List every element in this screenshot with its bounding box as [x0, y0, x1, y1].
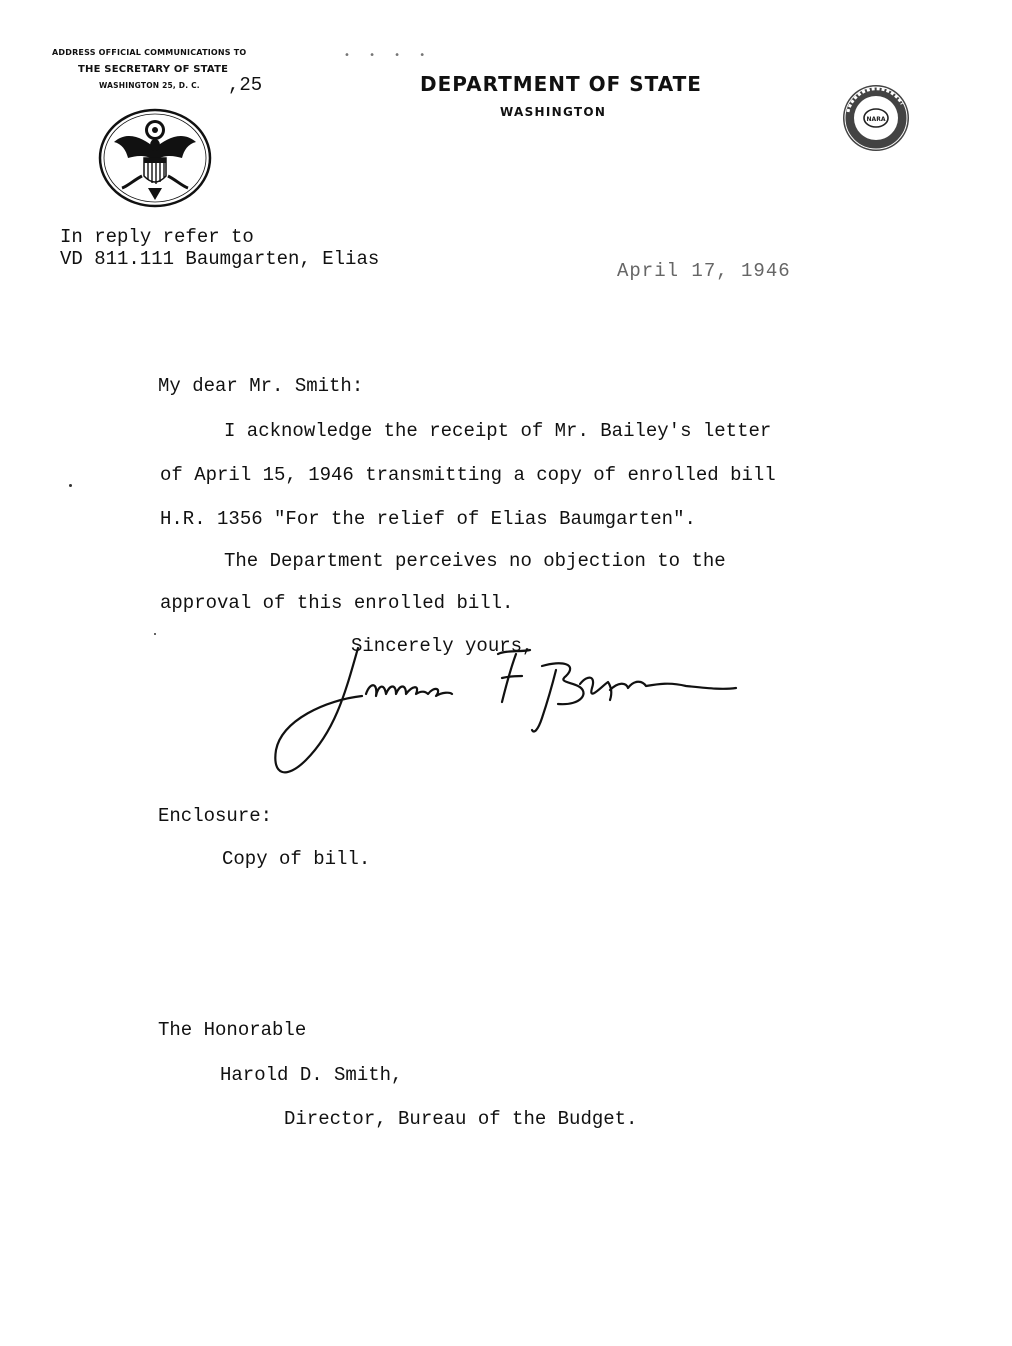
address-line-1: ADDRESS OFFICIAL COMMUNICATIONS TO: [52, 48, 247, 57]
addressee-line-3: Director, Bureau of the Budget.: [284, 1108, 638, 1130]
salutation: My dear Mr. Smith:: [158, 375, 364, 397]
address-line-3: WASHINGTON 25, D. C.: [99, 81, 200, 90]
paragraph-2-line-1: The Department perceives no objection to the: [224, 550, 726, 572]
faint-dots: • • • •: [344, 50, 434, 61]
paper-speck: [69, 484, 72, 487]
department-title: DEPARTMENT OF STATE: [420, 72, 702, 96]
addressee-line-2: Harold D. Smith,: [220, 1064, 403, 1086]
closing: Sincerely yours,: [351, 635, 534, 657]
addressee-line-1: The Honorable: [158, 1019, 307, 1041]
paragraph-2-line-2: approval of this enrolled bill.: [160, 592, 514, 614]
enclosure-label: Enclosure:: [158, 805, 273, 827]
paragraph-1-line-1: I acknowledge the receipt of Mr. Bailey's letter: [224, 420, 772, 442]
paragraph-1-line-3: H.R. 1356 "For the relief of Elias Baumgarten".: [160, 508, 696, 530]
great-seal-icon: [98, 108, 212, 208]
signature-image: [266, 630, 756, 790]
paragraph-1-line-2: of April 15, 1946 transmitting a copy of enrolled bill: [160, 464, 776, 486]
library-stamp-icon: [836, 82, 918, 154]
svg-text:NARA: NARA: [866, 116, 886, 123]
department-city: WASHINGTON: [500, 105, 607, 119]
reference-line-2: VD 811.111 Baumgarten, Elias: [60, 248, 380, 270]
form-number: ,25: [228, 74, 263, 96]
reference-line-1: In reply refer to: [60, 226, 254, 248]
enclosure-item: Copy of bill.: [222, 848, 371, 870]
paper-speck: [154, 633, 156, 635]
letter-date: April 17, 1946: [617, 260, 791, 282]
address-line-2: THE SECRETARY OF STATE: [78, 64, 229, 75]
